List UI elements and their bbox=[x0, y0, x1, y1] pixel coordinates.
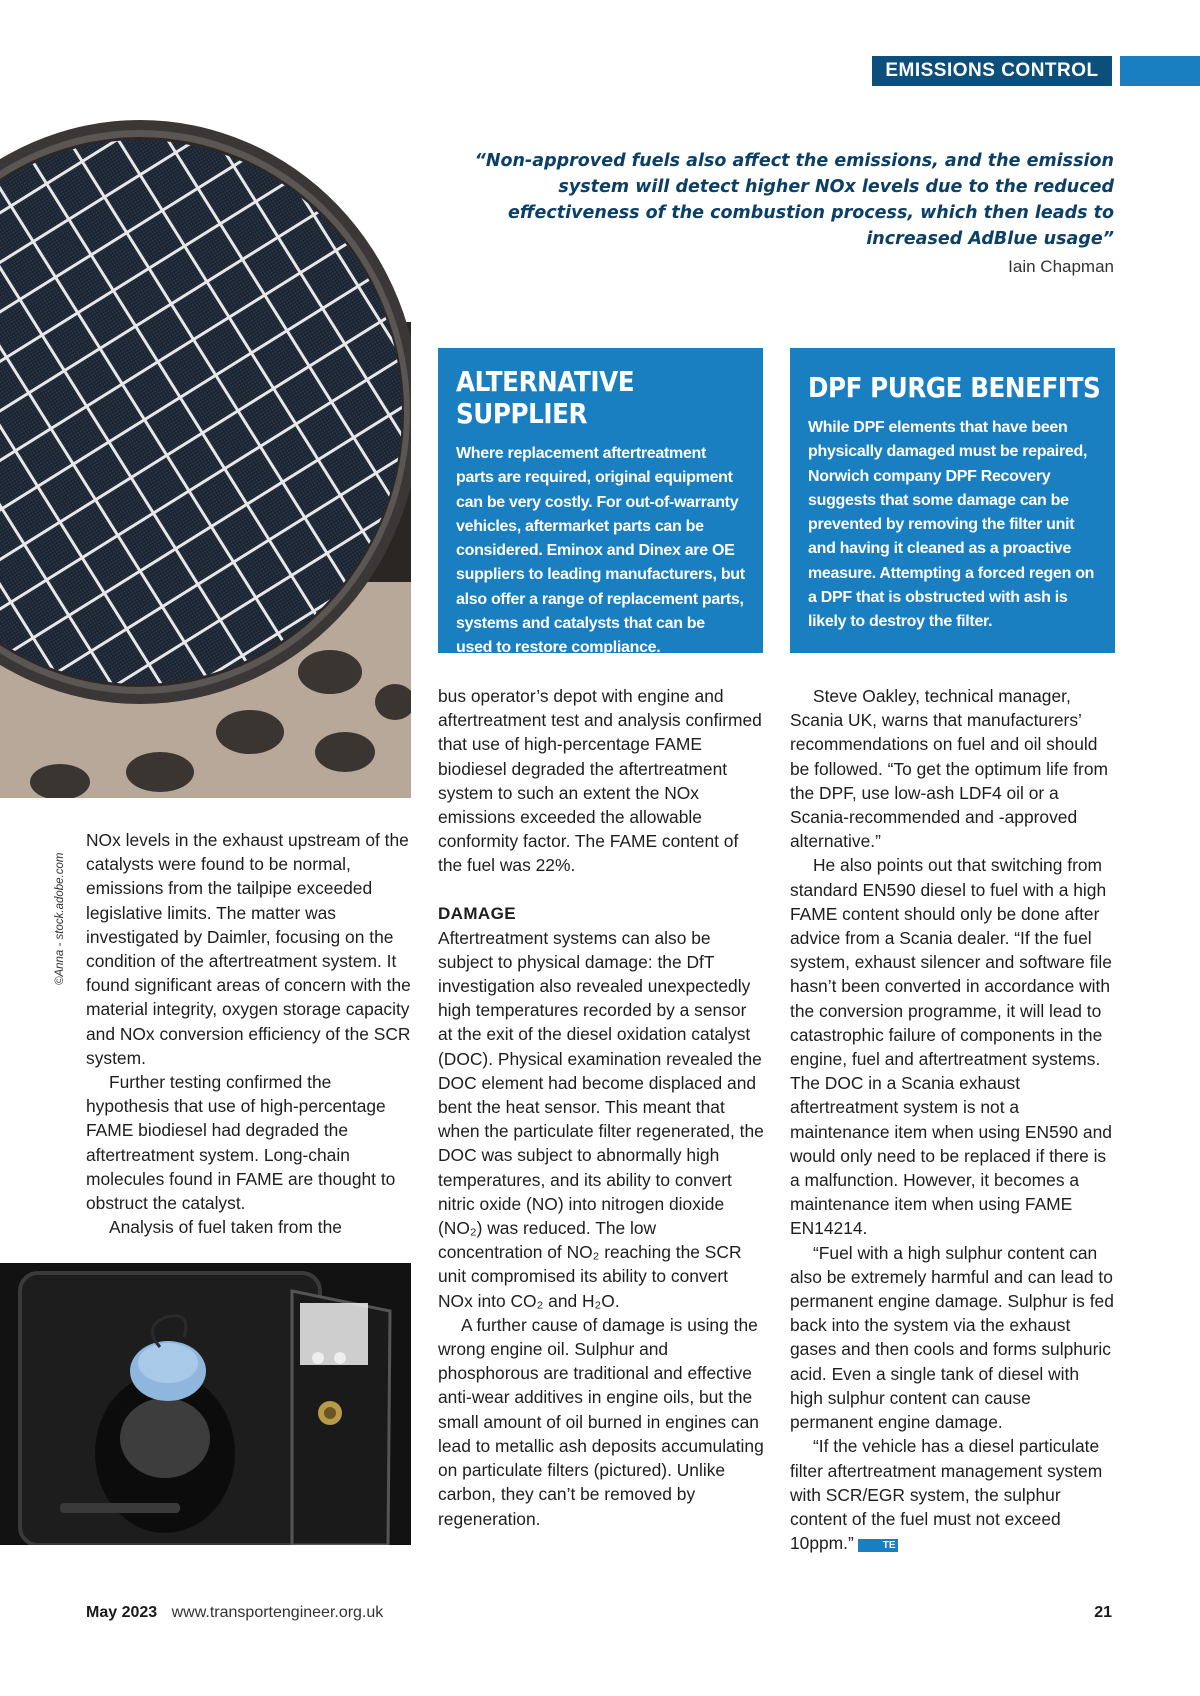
article-column-1 bbox=[86, 828, 412, 1239]
box-title-line-1: ALTERNATIVE bbox=[456, 365, 635, 398]
website-link[interactable]: www.transportengineer.org.uk bbox=[171, 1604, 384, 1621]
article-column-2 bbox=[438, 684, 764, 1531]
paragraph: “Fuel with a high sulphur content can also be extremely harmful and can lead to permanent engine damage. Sulphur is fed back into the system via the exhaust gases and then cools and forms sulphuric acid. Even a single tank of diesel with high sulphur content can cause permanent engine damage. bbox=[790, 1242, 1114, 1433]
paragraph: NOx levels in the exhaust upstream of the catalysts were found to be normal, emissions from the tailpipe exceeded legislative limits. The matter was investigated by Daimler, focusing on the condition of the aftertreatment system. It found significant areas of concern with the material integrity, oxygen storage capacity and NOx conversion efficiency of the SCR system. bbox=[86, 830, 411, 1068]
paragraph: Steve Oakley, technical manager, Scania UK, warns that manufacturers’ recommendations on fuel and oil should be followed. “To get the optimum life from the DPF, use low-ash LDF4 oil or a Scania-recommended and -approved alternative.” bbox=[790, 686, 1109, 852]
pull-quote-author: Iain Chapman bbox=[1008, 257, 1114, 276]
box-body-text: Where replacement aftertreatment parts are required, original equipment can be very costly. For out-of-warranty vehicles, aftermarket parts can be considered. Eminox and Dinex are OE suppliers to leading manufacturers, but also offer a range of replacement parts, systems and catalysts that can be used to restore compliance. bbox=[456, 445, 745, 657]
adblue-filler-photo bbox=[0, 1263, 411, 1545]
paragraph: He also points out that switching from standard EN590 diesel to fuel with a high FAME content should only be done after advice from a Scania dealer. “If the fuel system, exhaust silencer and software file hasn’t been converted in accordance with the conversion programme, it will lead to catastrophic failure of components in the engine, fuel and aftertreatment systems. The DOC in a Scania exhaust aftertreatment system is not a maintenance item when using EN590 and would only need to be replaced if there is a malfunction. However, it becomes a maintenance item when using FAME EN14214. bbox=[790, 855, 1112, 1239]
box-title: DPF PURGE BENEFITS bbox=[808, 371, 1101, 404]
paragraph bbox=[790, 1434, 1116, 1555]
end-mark-logo: TE bbox=[858, 1539, 898, 1552]
page-number: 21 bbox=[1094, 1604, 1112, 1621]
article-column-3 bbox=[790, 684, 1116, 1555]
photo-credit: ©Anna - stock.adobe.com bbox=[54, 852, 66, 985]
paragraph: Analysis of fuel taken from the bbox=[109, 1217, 342, 1238]
paragraph: Aftertreatment systems can also be subject to physical damage: the DfT investigation also revealed unexpectedly high temperatures recorded by a sensor at the exit of the diesel oxidation catalyst (DOC). Physical examination revealed the DOC element had become displaced and bent the heat sensor. This meant that when the particulate filter regenerated, the DOC was subject to abnormally high temperatures, and its ability to convert nitric oxide (NO) into nitrogen dioxide (NO₂) was reduced. The low concentration of NO₂ reaching the SCR unit compromised its ability to convert NOx into CO₂ and H₂O. bbox=[438, 927, 764, 1311]
pull-quote-text: “Non-approved fuels also affect the emissions, and the emission system will detect higher NOx levels due to the reduced effectiveness of the combustion process, which then leads to increased AdBlue usage” bbox=[474, 151, 1114, 249]
sidebar-box-dpf-purge-benefits bbox=[790, 348, 1115, 653]
box-body-text: While DPF elements that have been physically damaged must be repaired, Norwich company DPF Recovery suggests that some damage can be prevented by removing the filter unit and having it cleaned as a proactive measure. Attempting a forced regen on a DPF that is obstructed with ash is likely to destroy the filter. bbox=[808, 419, 1095, 631]
paragraph: A further cause of damage is using the wrong engine oil. Sulphur and phosphorous are traditional and effective anti-wear additives in engine oils, but the small amount of oil burned in engines can lead to metallic ash deposits accumulating on particulate filters (pictured). Unlike carbon, they can’t be removed by regeneration. bbox=[438, 1314, 764, 1529]
sidebar-box-alternative-supplier bbox=[438, 348, 763, 657]
box-title-line-2: SUPPLIER bbox=[456, 397, 588, 430]
page-footer bbox=[86, 1604, 1112, 1622]
paragraph-text: “If the vehicle has a diesel particulate filter aftertreatment management system with SCR/EGR system, the sulphur content of the fuel must not exceed 10ppm.” bbox=[790, 1436, 1103, 1554]
section-tag: EMISSIONS CONTROL bbox=[872, 56, 1112, 86]
pull-quote bbox=[430, 148, 1114, 280]
paragraph: Further testing confirmed the hypothesis that use of high-percentage FAME biodiesel had degraded the aftertreatment system. Long-chain molecules found in FAME are thought to obstruct the catalyst. bbox=[86, 1072, 396, 1214]
paragraph: bus operator’s depot with engine and aftertreatment test and analysis confirmed that use of high-percentage FAME biodiesel degraded the aftertreatment system to such an extent the NOx emissions exceeded the allowable conformity factor. The FAME content of the fuel was 22%. bbox=[438, 686, 762, 876]
issue-date: May 2023 bbox=[86, 1604, 158, 1621]
dpf-filter-photo bbox=[0, 112, 411, 798]
subheading-damage: DAMAGE bbox=[438, 903, 516, 923]
section-tag-accent-bar bbox=[1120, 56, 1200, 86]
